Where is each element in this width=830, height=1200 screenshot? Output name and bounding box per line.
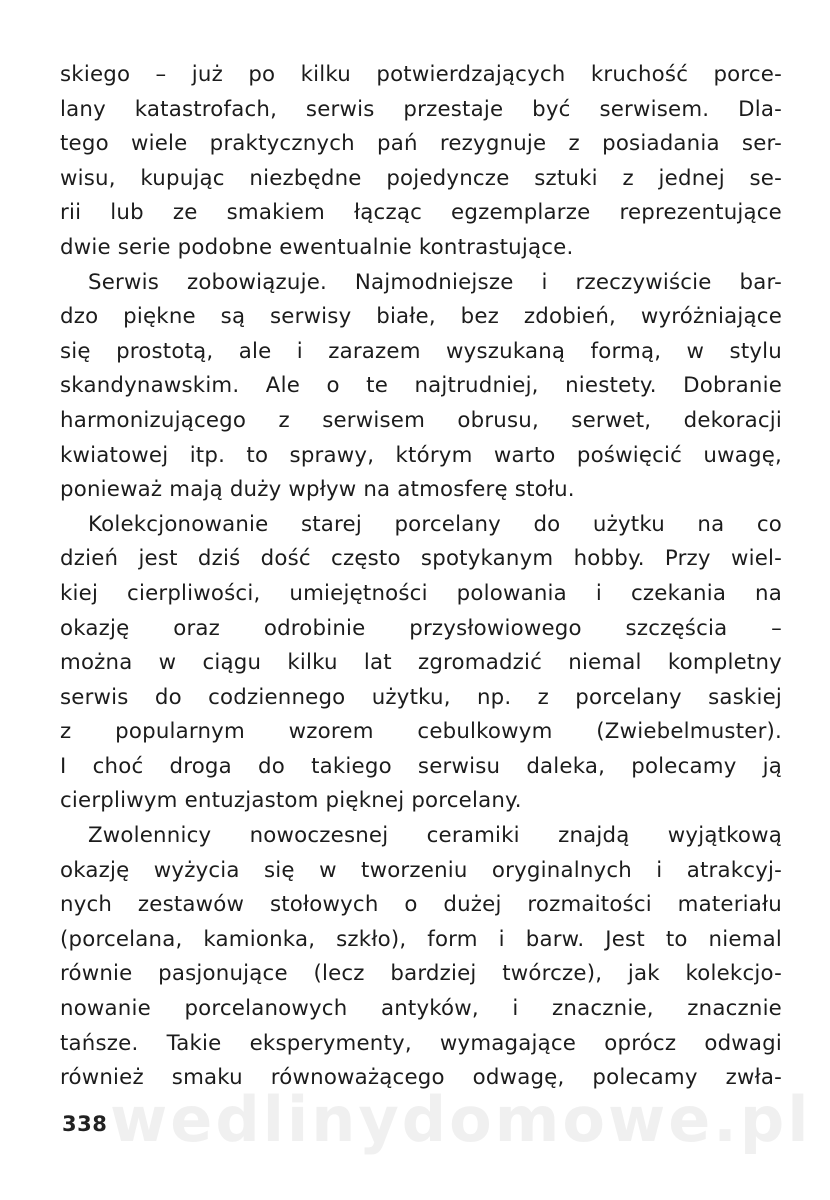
text-line: z popularnym wzorem cebulkowym (Zwiebelmuster). [60, 719, 782, 745]
text-line: ponieważ mają duży wpływ na atmosferę stołu. [60, 477, 575, 503]
text-line: Serwis zobowiązuje. Najmodniejsze i rzeczywiście bar- [88, 269, 782, 295]
text-line: Zwolennicy nowoczesnej ceramiki znajdą wyjątkową [88, 823, 782, 849]
text-line: skiego – już po kilku potwierdzających kruchość porce- [60, 62, 782, 87]
text-line: tańsze. Takie eksperymenty, wymagające oprócz odwagi [60, 1030, 782, 1056]
text-line: tego wiele praktycznych pań rezygnuje z posiadania ser- [60, 131, 782, 157]
watermark: wedlinydomowe.pl [110, 1083, 812, 1156]
text-line: lany katastrofach, serwis przestaje być serwisem. Dla- [60, 96, 782, 122]
text-line: można w ciągu kilku lat zgromadzić niemal kompletny [60, 650, 782, 676]
text-line: nowanie porcelanowych antyków, i znacznie, znacznie [60, 996, 782, 1022]
text-line: serwis do codziennego użytku, np. z porcelany saskiej [60, 684, 782, 710]
text-line: I choć droga do takiego serwisu daleka, polecamy ją [60, 753, 782, 779]
text-line: równie pasjonujące (lecz bardziej twórcze), jak kolekcjo- [60, 961, 782, 987]
text-line: kwiatowej itp. to sprawy, którym warto poświęcić uwagę, [60, 442, 782, 468]
text-line: okazję wyżycia się w tworzeniu oryginalnych i atrakcyj- [60, 857, 782, 883]
text-line: nych zestawów stołowych o dużej rozmaitości materiału [60, 892, 782, 918]
text-line: również smaku równoważącego odwagę, polecamy zwła- [60, 1065, 782, 1091]
text-line: wisu, kupując niezbędne pojedyncze sztuki z jednej se- [60, 165, 782, 191]
text-line: (porcelana, kamionka, szkło), form i barw. Jest to niemal [60, 926, 782, 952]
text-line: Kolekcjonowanie starej porcelany do użytku na co [88, 511, 782, 537]
text-line: harmonizującego z serwisem obrusu, serwet, dekoracji [60, 407, 782, 433]
text-line: cierpliwym entuzjastom pięknej porcelany. [60, 788, 522, 814]
text-line: się prostotą, ale i zarazem wyszukaną formą, w stylu [60, 338, 782, 364]
body-text [60, 58, 782, 1096]
page-number: 338 [62, 1112, 108, 1136]
text-line: dzo piękne są serwisy białe, bez zdobień, wyróżniające [60, 304, 782, 330]
text-line: okazję oraz odrobinie przysłowiowego szczęścia – [60, 615, 782, 641]
text-line: kiej cierpliwości, umiejętności polowania i czekania na [60, 580, 782, 606]
text-line: skandynawskim. Ale o te najtrudniej, niestety. Dobranie [60, 373, 782, 399]
text-line: dwie serie podobne ewentualnie kontrastujące. [60, 234, 574, 260]
text-line: dzień jest dziś dość często spotykanym hobby. Przy wiel- [60, 546, 782, 572]
text-line: rii lub ze smakiem łącząc egzemplarze reprezentujące [60, 200, 782, 226]
